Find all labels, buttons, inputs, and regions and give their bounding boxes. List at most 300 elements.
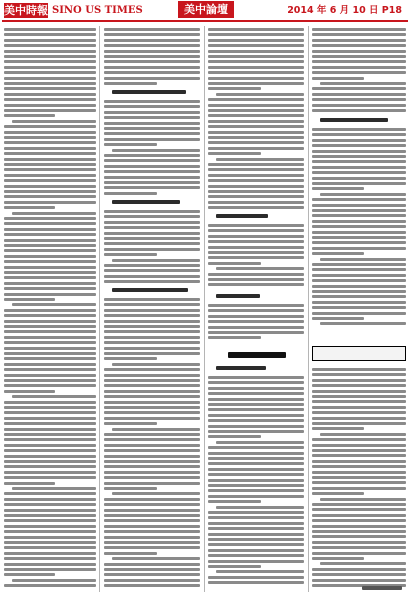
text-line: [104, 159, 200, 162]
text-line: [112, 557, 200, 560]
text-line: [104, 122, 200, 125]
text-line: [4, 476, 96, 479]
text-line: [4, 141, 96, 144]
text-line: [4, 401, 96, 404]
text-line: [4, 249, 96, 252]
text-line: [312, 93, 406, 96]
text-line: [104, 210, 200, 213]
text-line: [104, 154, 200, 157]
text-line: [312, 406, 406, 409]
text-line: [104, 186, 200, 189]
text-line: [4, 444, 96, 447]
text-line: [12, 303, 96, 306]
text-line: [4, 287, 96, 290]
text-line: [104, 546, 200, 549]
text-line: [4, 147, 96, 150]
text-line: [104, 563, 200, 566]
text-line: [208, 66, 304, 69]
text-line: [4, 125, 96, 128]
column-separator: [308, 26, 309, 592]
text-line: [4, 411, 96, 414]
text-line: [104, 253, 157, 256]
text-line: [104, 39, 200, 42]
text-line: [104, 50, 200, 53]
text-line: [104, 111, 200, 114]
text-line: [208, 163, 304, 166]
text-line: [320, 82, 406, 85]
text-line: [320, 498, 406, 501]
masthead: [0, 0, 410, 22]
text-line: [208, 538, 304, 541]
text-line: [104, 530, 200, 533]
text-line: [104, 503, 200, 506]
text-line: [4, 222, 96, 225]
text-line: [4, 417, 96, 420]
text-line: [312, 285, 406, 288]
text-line: [4, 206, 55, 209]
text-line: [312, 417, 406, 420]
text-line: [4, 282, 96, 285]
text-line: [208, 50, 304, 53]
text-line: [4, 28, 96, 31]
text-line: [208, 500, 261, 503]
text-line: [208, 554, 304, 557]
text-line: [208, 131, 304, 134]
text-line: [104, 487, 157, 490]
text-line: [104, 232, 200, 235]
text-line: [4, 557, 96, 560]
text-line: [208, 77, 304, 80]
text-line: [312, 209, 406, 212]
text-line: [4, 195, 96, 198]
text-line: [312, 139, 406, 142]
text-line: [4, 530, 96, 533]
text-line: [4, 422, 96, 425]
text-line: [104, 226, 200, 229]
boxed-subheading: [312, 346, 406, 361]
text-line: [208, 278, 304, 281]
text-line: [312, 236, 406, 239]
text-line: [104, 519, 200, 522]
text-line: [104, 269, 200, 272]
text-line: [4, 428, 96, 431]
text-line: [104, 105, 200, 108]
text-line: [312, 128, 406, 131]
text-line: [4, 455, 96, 458]
text-line: [208, 229, 304, 232]
text-line: [104, 552, 157, 555]
text-line: [4, 465, 96, 468]
text-line: [4, 104, 96, 107]
text-line: [104, 215, 200, 218]
text-line: [104, 498, 200, 501]
text-line: [312, 44, 406, 47]
text-line: [4, 546, 96, 549]
text-line: [208, 273, 304, 276]
text-line: [104, 100, 200, 103]
text-line: [112, 363, 200, 366]
column-1: [4, 26, 96, 592]
text-line: [312, 55, 406, 58]
text-line: [4, 39, 96, 42]
text-line: [104, 221, 200, 224]
text-line: [4, 276, 96, 279]
text-line: [312, 155, 406, 158]
text-line: [208, 185, 304, 188]
text-line: [208, 403, 304, 406]
text-line: [208, 398, 304, 401]
text-line: [312, 390, 406, 393]
text-line: [208, 201, 304, 204]
text-line: [112, 149, 200, 152]
text-line: [4, 379, 96, 382]
text-line: [208, 60, 304, 63]
text-line: [104, 138, 200, 141]
text-line: [208, 516, 304, 519]
text-line: [312, 60, 406, 63]
text-line: [208, 224, 304, 227]
text-line: [320, 322, 406, 325]
text-line: [208, 114, 304, 117]
text-line: [4, 55, 96, 58]
text-line: [112, 428, 200, 431]
section-heading: [216, 214, 268, 218]
text-line: [104, 541, 200, 544]
text-line: [312, 525, 406, 528]
text-line: [104, 449, 200, 452]
text-line: [312, 306, 406, 309]
text-line: [4, 93, 96, 96]
text-line: [4, 244, 96, 247]
text-line: [104, 237, 200, 240]
text-line: [4, 449, 96, 452]
text-line: [4, 433, 96, 436]
text-line: [312, 33, 406, 36]
text-line: [208, 522, 304, 525]
text-line: [4, 87, 96, 90]
text-line: [104, 444, 200, 447]
text-line: [4, 320, 96, 323]
text-line: [216, 158, 304, 161]
section-heading: [112, 90, 186, 94]
text-line: [312, 492, 364, 495]
text-line: [4, 330, 96, 333]
text-line: [104, 165, 200, 168]
text-line: [4, 201, 96, 204]
text-line: [4, 482, 55, 485]
text-line: [312, 476, 406, 479]
text-line: [208, 511, 304, 514]
text-line: [312, 449, 406, 452]
text-line: [112, 492, 200, 495]
text-line: [208, 33, 304, 36]
text-line: [104, 471, 200, 474]
text-line: [104, 325, 200, 328]
text-line: [104, 352, 200, 355]
text-line: [312, 295, 406, 298]
text-line: [12, 487, 96, 490]
text-line: [4, 44, 96, 47]
text-line: [4, 168, 96, 171]
text-line: [208, 71, 304, 74]
text-line: [208, 414, 304, 417]
column-3: [208, 26, 304, 592]
text-line: [216, 506, 304, 509]
text-line: [208, 408, 304, 411]
text-line: [312, 177, 406, 180]
text-line: [104, 192, 157, 195]
text-line: [208, 336, 261, 339]
text-line: [312, 279, 406, 282]
text-line: [104, 298, 200, 301]
text-line: [208, 251, 304, 254]
text-line: [312, 438, 406, 441]
text-line: [104, 77, 200, 80]
text-line: [208, 489, 304, 492]
text-line: [312, 557, 364, 560]
text-line: [312, 541, 406, 544]
text-line: [104, 330, 200, 333]
text-line: [104, 579, 200, 582]
brand-name-cn: 美中時報: [4, 4, 48, 17]
text-line: [104, 390, 200, 393]
text-line: [4, 568, 96, 571]
text-line: [104, 525, 200, 528]
text-line: [4, 374, 96, 377]
text-line: [320, 433, 406, 436]
text-line: [312, 379, 406, 382]
text-line: [312, 471, 406, 474]
text-line: [104, 374, 200, 377]
text-line: [312, 481, 406, 484]
text-line: [312, 427, 364, 430]
text-line: [208, 98, 304, 101]
text-line: [312, 166, 406, 169]
text-line: [320, 258, 406, 261]
text-line: [312, 109, 406, 112]
text-line: [104, 116, 200, 119]
text-line: [208, 309, 304, 312]
text-line: [208, 283, 304, 286]
text-line: [104, 280, 200, 283]
text-line: [4, 406, 96, 409]
text-line: [104, 438, 200, 441]
continuation-note: [362, 586, 402, 590]
text-line: [208, 240, 304, 243]
text-line: [312, 535, 406, 538]
text-line: [312, 98, 406, 101]
text-line: [104, 336, 200, 339]
section-heading: [216, 294, 260, 298]
text-line: [312, 373, 406, 376]
text-line: [4, 174, 96, 177]
text-line: [104, 71, 200, 74]
text-line: [4, 336, 96, 339]
text-line: [312, 422, 406, 425]
text-line: [208, 320, 304, 323]
text-line: [4, 82, 96, 85]
text-line: [104, 573, 200, 576]
text-line: [208, 190, 304, 193]
text-line: [208, 527, 304, 530]
text-line: [4, 71, 96, 74]
text-line: [208, 462, 304, 465]
text-line: [104, 264, 200, 267]
text-line: [104, 476, 200, 479]
text-line: [208, 82, 304, 85]
text-line: [208, 44, 304, 47]
text-line: [312, 546, 406, 549]
text-line: [4, 352, 96, 355]
text-line: [312, 465, 406, 468]
text-line: [104, 33, 200, 36]
text-line: [104, 82, 157, 85]
text-line: [4, 471, 96, 474]
text-line: [4, 179, 96, 182]
text-line: [208, 331, 304, 334]
text-line: [208, 419, 304, 422]
text-line: [104, 132, 200, 135]
text-line: [312, 573, 406, 576]
text-line: [104, 417, 200, 420]
text-line: [312, 384, 406, 387]
text-line: [312, 290, 406, 293]
text-line: [104, 460, 200, 463]
text-line: [208, 141, 304, 144]
text-line: [312, 50, 406, 53]
text-line: [312, 368, 406, 371]
text-line: [104, 242, 200, 245]
text-line: [208, 446, 304, 449]
text-line: [104, 395, 200, 398]
text-line: [312, 460, 406, 463]
text-line: [4, 239, 96, 242]
text-line: [208, 560, 304, 563]
text-line: [4, 460, 96, 463]
text-line: [208, 168, 304, 171]
text-line: [104, 482, 200, 485]
text-line: [104, 303, 200, 306]
text-line: [4, 109, 96, 112]
section-title: 美中論壇: [178, 1, 234, 18]
text-line: [312, 252, 364, 255]
text-line: [4, 190, 96, 193]
text-line: [208, 495, 304, 498]
text-line: [208, 479, 304, 482]
column-separator: [99, 26, 100, 592]
text-line: [4, 228, 96, 231]
text-line: [4, 152, 96, 155]
text-line: [104, 55, 200, 58]
text-line: [208, 533, 304, 536]
text-line: [312, 77, 364, 80]
text-line: [208, 235, 304, 238]
text-line: [312, 39, 406, 42]
text-line: [208, 174, 304, 177]
text-line: [208, 28, 304, 31]
text-line: [4, 341, 96, 344]
text-line: [4, 384, 96, 387]
text-line: [320, 562, 406, 565]
text-line: [312, 150, 406, 153]
text-line: [4, 563, 96, 566]
column-separator: [204, 26, 205, 592]
text-line: [208, 304, 304, 307]
text-line: [4, 314, 96, 317]
text-line: [4, 271, 96, 274]
text-line: [208, 39, 304, 42]
text-line: [104, 347, 200, 350]
text-line: [312, 444, 406, 447]
text-line: [312, 312, 406, 315]
text-line: [4, 158, 96, 161]
text-line: [4, 98, 96, 101]
text-line: [208, 246, 304, 249]
text-line: [208, 435, 261, 438]
text-line: [312, 579, 406, 582]
text-line: [4, 325, 96, 328]
text-line: [208, 425, 304, 428]
text-line: [312, 487, 406, 490]
text-line: [312, 66, 406, 69]
text-line: [312, 268, 406, 271]
text-line: [208, 581, 304, 584]
text-line: [312, 514, 406, 517]
text-line: [4, 185, 96, 188]
text-line: [4, 266, 96, 269]
text-line: [4, 503, 96, 506]
text-line: [208, 468, 304, 471]
text-line: [104, 455, 200, 458]
text-line: [104, 248, 200, 251]
text-line: [216, 570, 304, 573]
text-line: [208, 109, 304, 112]
text-line: [208, 87, 261, 90]
text-line: [104, 422, 157, 425]
text-line: [4, 131, 96, 134]
section-heading: [320, 118, 388, 122]
text-line: [312, 400, 406, 403]
text-line: [208, 565, 261, 568]
text-line: [4, 50, 96, 53]
text-line: [4, 298, 55, 301]
text-line: [312, 454, 406, 457]
text-line: [216, 441, 304, 444]
text-line: [4, 509, 96, 512]
text-line: [104, 509, 200, 512]
text-line: [312, 411, 406, 414]
text-line: [312, 519, 406, 522]
text-line: [104, 384, 200, 387]
section-heading: [112, 288, 188, 292]
text-line: [4, 33, 96, 36]
text-line: [312, 187, 364, 190]
text-line: [104, 170, 200, 173]
text-line: [208, 179, 304, 182]
text-line: [4, 347, 96, 350]
text-line: [208, 315, 304, 318]
text-line: [312, 225, 406, 228]
text-line: [104, 433, 200, 436]
header-rule: [2, 20, 408, 22]
text-line: [4, 438, 96, 441]
text-line: [208, 256, 304, 259]
text-line: [104, 411, 200, 414]
text-line: [312, 104, 406, 107]
text-line: [4, 541, 96, 544]
section-heading: [112, 200, 180, 204]
text-line: [312, 263, 406, 266]
